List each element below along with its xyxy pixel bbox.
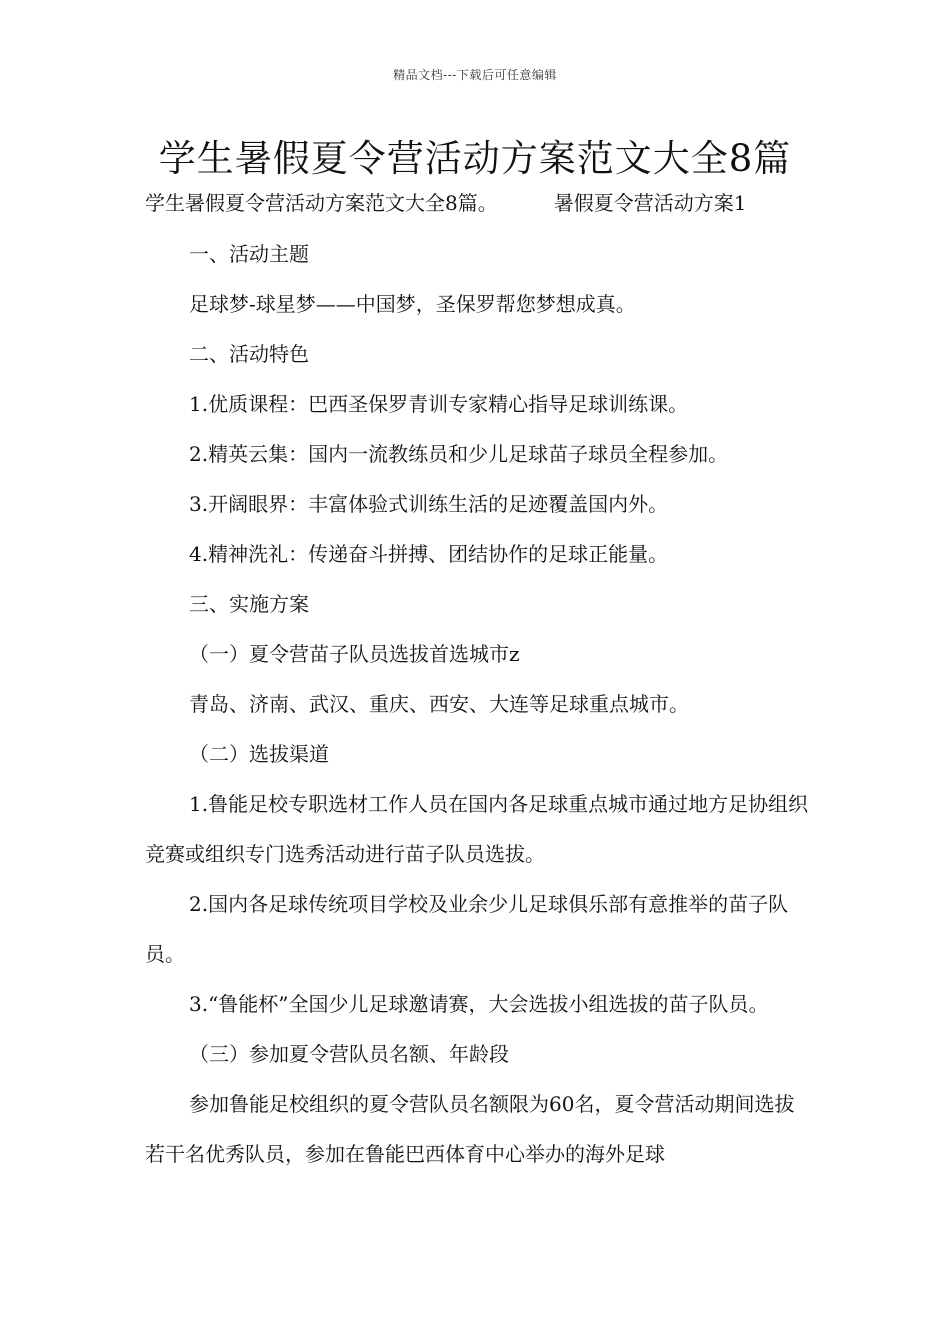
section-heading: 三、实施方案 — [189, 592, 309, 616]
subsection-heading: （一）夏令营苗子队员选拔首选城市z — [189, 642, 520, 666]
paragraph: 青岛、济南、武汉、重庆、西安、大连等足球重点城市。 — [189, 692, 689, 716]
paragraph: 参加鲁能足校组织的夏令营队员名额限为60名，夏令营活动期间选拔若干名优秀队员，参加在鲁能巴西体育中心举办的海外足球 — [145, 1092, 795, 1166]
section-heading: 二、活动特色 — [189, 342, 309, 366]
paragraph: 2.国内各足球传统项目学校及业余少儿足球俱乐部有意推举的苗子队员。 — [145, 892, 789, 966]
subtitle-right: 暑假夏令营活动方案1 — [553, 191, 747, 215]
paragraph: 足球梦-球星梦——中国梦，圣保罗帮您梦想成真。 — [189, 292, 636, 316]
header-note: 精品文档---下载后可任意编辑 — [393, 68, 557, 82]
document-subtitle — [145, 187, 825, 216]
paragraph: 1.鲁能足校专职选材工作人员在国内各足球重点城市通过地方足协组织竞赛或组织专门选秀活动进行苗子队员选拔。 — [145, 792, 809, 866]
list-item: 2.精英云集：国内一流教练员和少儿足球苗子球员全程参加。 — [189, 442, 729, 466]
section-heading: 一、活动主题 — [189, 242, 309, 266]
list-item: 4.精神洗礼：传递奋斗拼搏、团结协作的足球正能量。 — [189, 542, 669, 566]
list-item: 1.优质课程：巴西圣保罗青训专家精心指导足球训练课。 — [189, 392, 689, 416]
list-item: 3.开阔眼界：丰富体验式训练生活的足迹覆盖国内外。 — [189, 492, 669, 516]
subsection-heading: （三）参加夏令营队员名额、年龄段 — [189, 1042, 509, 1066]
document-title: 学生暑假夏令营活动方案范文大全8篇 — [158, 137, 792, 180]
subtitle-left: 学生暑假夏令营活动方案范文大全8篇。 — [145, 191, 498, 215]
subsection-heading: （二）选拔渠道 — [189, 742, 329, 766]
paragraph: 3.“鲁能杯”全国少儿足球邀请赛，大会选拔小组选拔的苗子队员。 — [189, 992, 769, 1016]
document-body — [145, 229, 809, 1179]
